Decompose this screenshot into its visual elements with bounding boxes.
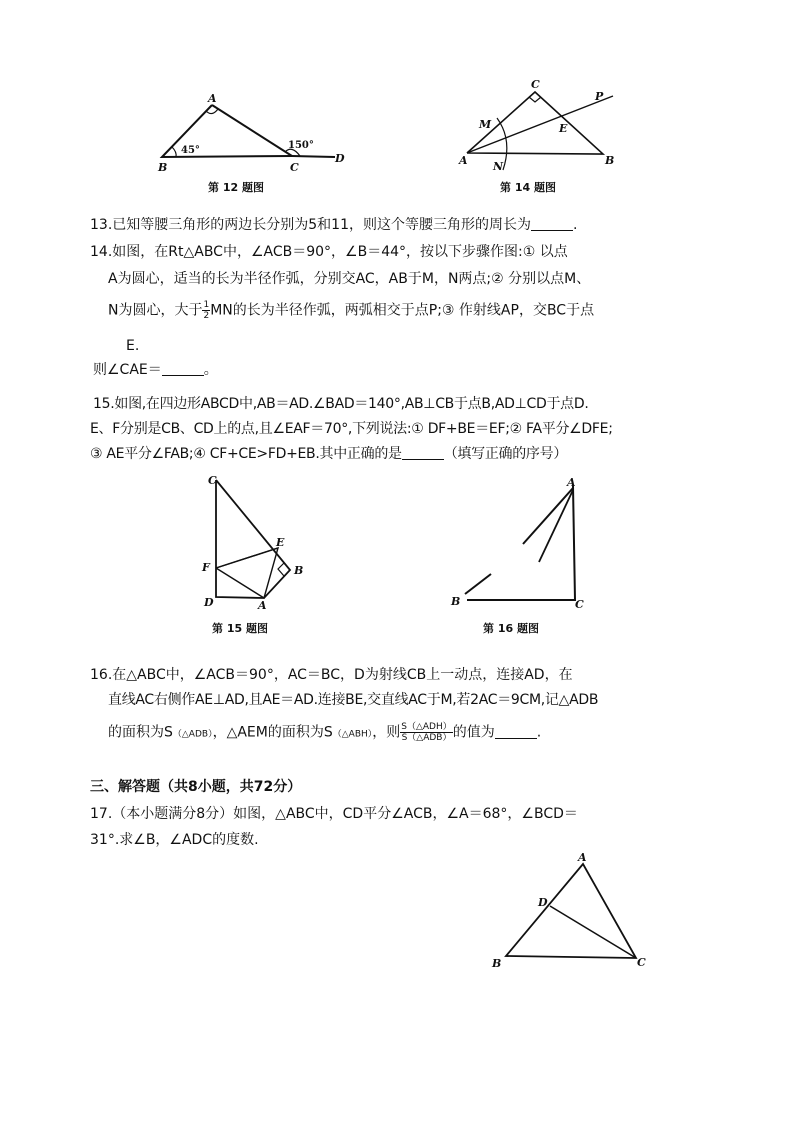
q14-line-5: 则∠CAE＝ 。 xyxy=(93,362,218,378)
q15-line-1: 15.如图,在四边形ABCD中,AB＝AD.∠BAD＝140°,AB⊥CB于点B,AD⊥CD于点D. xyxy=(93,396,589,412)
figure-16 xyxy=(445,474,595,614)
q14-line-3: N为圆心，大于 $\frac{1}{2}$ MN的长为半径作弧，两弧相交于点P;③ 作射线AP，交BC于点 xyxy=(108,300,595,321)
angle-arc-b xyxy=(172,147,176,157)
label-b: B xyxy=(294,564,304,577)
label-angle-b: 45° xyxy=(181,145,200,156)
q16-line-2: 直线AC右侧作AE⊥AD,且AE＝AD.连接BE,交直线AC于M,若2AC＝9CM,记△ADB xyxy=(108,692,599,708)
q16-line-1: 16.在△ABC中，∠ACB＝90°，AC＝BC，D为射线CB上一动点，连接AD，在 xyxy=(90,667,573,683)
label-b: B xyxy=(492,957,502,970)
label-a: A xyxy=(567,476,576,489)
label-n: N xyxy=(493,160,504,173)
q16-line-3: 的面积为S（△ADB），△AEM的面积为S（△ABH），则 $\frac{\text{S（△ADH）}}{\text{S（△ADB）}}$ 的值为 . xyxy=(108,722,542,743)
figure-12 xyxy=(150,90,360,175)
figure-15 xyxy=(198,470,318,615)
caption-fig12: 第 12 题图 xyxy=(208,181,264,194)
q17-line-1: 17.（本小题满分8分）如图，△ABC中，CD平分∠ACB，∠A＝68°，∠BCD＝ xyxy=(90,806,578,822)
label-e: E xyxy=(559,122,568,135)
label-c: C xyxy=(290,161,299,174)
q15-answer-blank[interactable] xyxy=(402,445,444,460)
q15-line-2: E、F分别是CB、CD上的点,且∠EAF＝70°,下列说法:① DF+BE＝EF;② FA平分∠DFE; xyxy=(90,421,613,437)
label-e: E xyxy=(276,536,285,549)
label-c: C xyxy=(575,598,584,611)
segment-fe xyxy=(216,548,278,568)
triangle-abc-17 xyxy=(506,864,636,958)
q13-text: 13.已知等腰三角形的两边长分别为5和11，则这个等腰三角形的周长为 xyxy=(90,217,531,233)
label-c: C xyxy=(531,78,540,91)
figure-17 xyxy=(488,850,658,975)
q14-line-4: E. xyxy=(126,338,140,354)
q14-line-2: A为圆心，适当的长为半径作弧，分别交AC，AB于M，N两点;② 分别以点M、 xyxy=(108,271,591,287)
label-angle-c: 150° xyxy=(288,140,314,151)
caption-fig14: 第 14 题图 xyxy=(500,181,556,194)
label-m: M xyxy=(479,118,492,131)
label-b: B xyxy=(451,595,461,608)
q14-answer-blank[interactable] xyxy=(162,361,204,376)
sketch-line-1 xyxy=(523,488,573,544)
caption-fig16: 第 16 题图 xyxy=(483,622,539,635)
base-line-bd xyxy=(292,156,335,157)
fraction-area-ratio: $\frac{\text{S（△ADH）}}{\text{S（△ADB）}}$ xyxy=(401,722,452,743)
label-d: D xyxy=(335,152,345,165)
label-c: C xyxy=(637,956,646,969)
line-ad-12 xyxy=(212,105,292,156)
section-3-title: 三、解答题（共8小题，共72分） xyxy=(90,779,302,795)
fraction-half: $\frac{1}{2}$ xyxy=(203,300,210,321)
label-f: F xyxy=(202,561,210,574)
caption-fig15: 第 15 题图 xyxy=(212,622,268,635)
figure-14 xyxy=(455,78,625,173)
label-p: P xyxy=(595,90,604,103)
q17-line-2: 31°.求∠B，∠ADC的度数. xyxy=(90,832,259,848)
q15-line-3: ③ AE平分∠FAB;④ CF+CE>FD+EB.其中正确的是 （填写正确的序号） xyxy=(90,446,568,462)
sketch-line-3 xyxy=(465,574,491,594)
bisector-cd xyxy=(550,906,636,958)
label-a: A xyxy=(459,154,468,167)
label-d: D xyxy=(538,896,548,909)
label-a: A xyxy=(578,851,587,864)
label-a: A xyxy=(208,92,217,105)
q14-line-1: 14.如图，在Rt△ABC中，∠ACB＝90°，∠B＝44°，按以下步骤作图:① 以点 xyxy=(90,244,568,260)
label-b: B xyxy=(605,154,615,167)
triangle-fae xyxy=(216,548,278,598)
sketch-line-2 xyxy=(539,490,573,562)
q13-answer-blank[interactable] xyxy=(531,216,573,231)
label-d: D xyxy=(204,596,214,609)
question-13: 13.已知等腰三角形的两边长分别为5和11，则这个等腰三角形的周长为 . xyxy=(90,217,578,233)
label-a: A xyxy=(258,599,267,612)
right-angle-b xyxy=(278,563,284,576)
label-b: B xyxy=(158,161,168,174)
right-angle-c xyxy=(529,97,541,102)
label-c: C xyxy=(208,474,217,487)
q16-answer-blank[interactable] xyxy=(495,724,537,739)
